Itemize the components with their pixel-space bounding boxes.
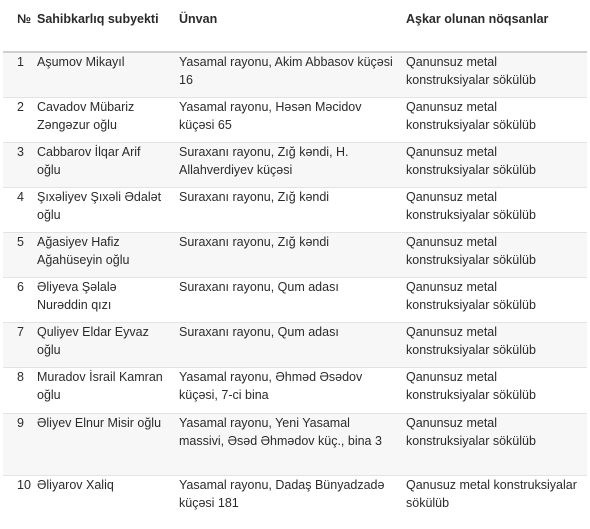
row-number — [3, 277, 31, 322]
row-address — [173, 232, 400, 277]
row-number — [3, 97, 31, 142]
row-subject-text: Muradov İsrail Kamran oğlu — [37, 369, 163, 402]
row-address — [173, 277, 400, 322]
table-row — [3, 322, 587, 367]
row-subject — [31, 97, 173, 142]
row-violation-text: Qanunsuz metal konstruksiyalar sökülüb — [406, 279, 536, 312]
row-violation-text: Qanunsuz metal konstruksiyalar sökülüb — [406, 234, 536, 267]
row-number — [3, 413, 31, 475]
row-subject — [31, 187, 173, 232]
row-violation — [400, 367, 587, 413]
table-body — [3, 52, 587, 520]
row-violation — [400, 322, 587, 367]
row-number — [3, 322, 31, 367]
row-violation-text: Qanunsuz metal konstruksiyalar sökülüb — [406, 324, 536, 357]
row-address-text: Suraxanı rayonu, Zığ kəndi — [179, 189, 330, 204]
row-subject — [31, 322, 173, 367]
header-subject: Sahibkarlıq subyekti — [31, 0, 173, 52]
row-subject — [31, 367, 173, 413]
header-violation: Aşkar olunan nöqsanlar — [400, 0, 587, 52]
table-row — [3, 413, 587, 475]
table-row — [3, 187, 587, 232]
row-violation — [400, 475, 587, 520]
row-violation-text: Qanunsuz metal konstruksiyalar sökülüb — [406, 99, 536, 132]
row-number-text: 1 — [17, 55, 24, 69]
row-violation-text: Qanunsuz metal konstruksiyalar sökülüb — [406, 415, 536, 448]
header-address: Ünvan — [173, 0, 400, 52]
row-violation — [400, 277, 587, 322]
row-number-text: 8 — [17, 369, 24, 384]
row-address-text: Suraxanı rayonu, Qum adası — [179, 279, 339, 294]
table-row — [3, 367, 587, 413]
row-subject — [31, 277, 173, 322]
row-number-text: 5 — [17, 234, 24, 249]
row-subject-text: Ağasiyev Hafiz Ağahüseyin oğlu — [37, 234, 130, 267]
row-violation-text: Qanusuz metal konstruksiyalar sökülüb — [406, 477, 577, 510]
row-subject-text: Əliyarov Xaliq — [37, 477, 114, 492]
row-violation-text: Qanunsuz metal konstruksiyalar sökülüb — [406, 144, 536, 177]
row-number-text: 6 — [17, 279, 24, 294]
row-violation — [400, 52, 587, 97]
row-subject-text: Aşumov Mikayıl — [37, 55, 125, 69]
row-address-text: Yasamal rayonu, Həsən Məcidov küçəsi 65 — [179, 99, 362, 132]
row-subject-text: Əliyev Elnur Misir oğlu — [37, 415, 162, 430]
row-address-text: Yasamal rayonu, Yeni Yasamal massivi, Əsəd Əhmədov küç., bina 3 — [179, 415, 382, 448]
row-violation — [400, 187, 587, 232]
row-address — [173, 187, 400, 232]
row-address — [173, 97, 400, 142]
row-number-text: 9 — [17, 415, 24, 430]
row-number — [3, 142, 31, 187]
row-violation-text: Qanunsuz metal konstruksiyalar sökülüb — [406, 189, 536, 222]
row-address-text: Yasamal rayonu, Dadaş Bünyadzadə küçəsi 181 — [179, 477, 385, 510]
row-subject — [31, 232, 173, 277]
inspection-table — [3, 0, 587, 520]
row-address-text: Suraxanı rayonu, Zığ kəndi — [179, 234, 330, 249]
row-address — [173, 475, 400, 520]
row-address — [173, 52, 400, 97]
row-number — [3, 52, 31, 97]
row-number-text: 3 — [17, 144, 24, 159]
row-number-text: 10 — [17, 477, 31, 492]
row-violation — [400, 142, 587, 187]
row-violation — [400, 97, 587, 142]
row-subject-text: Cavadov Mübariz Zəngəzur oğlu — [37, 99, 135, 132]
row-address-text: Suraxanı rayonu, Qum adası — [179, 324, 339, 339]
row-number — [3, 475, 31, 520]
table-row — [3, 142, 587, 187]
row-number — [3, 187, 31, 232]
row-address — [173, 142, 400, 187]
row-address-text: Suraxanı rayonu, Zığ kəndi, H. Allahverdiyev küçəsi — [179, 144, 349, 177]
row-violation-text: Qanunsuz metal konstruksiyalar sökülüb — [406, 369, 536, 402]
row-number-text: 7 — [17, 324, 24, 339]
row-number — [3, 367, 31, 413]
table-row — [3, 277, 587, 322]
table-header — [3, 0, 587, 52]
row-violation-text: Qanunsuz metal konstruksiyalar sökülüb — [406, 55, 536, 87]
row-number-text: 4 — [17, 189, 24, 204]
row-subject-text: Şıxəliyev Şıxəli Ədalət oğlu — [37, 189, 162, 222]
table-row — [3, 232, 587, 277]
row-violation — [400, 232, 587, 277]
row-violation — [400, 413, 587, 475]
row-subject-text: Cabbarov İlqar Arif oğlu — [37, 144, 141, 177]
row-address — [173, 367, 400, 413]
row-subject — [31, 475, 173, 520]
header-number: № — [3, 0, 31, 52]
row-subject — [31, 52, 173, 97]
row-subject-text: Quliyev Eldar Eyvaz oğlu — [37, 324, 149, 357]
row-address — [173, 322, 400, 367]
row-number-text: 2 — [17, 99, 24, 114]
row-subject-text: Əliyeva Şəlalə Nurəddin qızı — [37, 279, 117, 312]
row-address — [173, 413, 400, 475]
row-address-text: Yasamal rayonu, Akim Abbasov küçəsi 16 — [179, 55, 393, 87]
row-subject — [31, 142, 173, 187]
table-row — [3, 475, 587, 520]
row-number — [3, 232, 31, 277]
table-row — [3, 97, 587, 142]
row-address-text: Yasamal rayonu, Əhməd Əsədov küçəsi, 7-ci bina — [179, 369, 363, 402]
table-row — [3, 52, 587, 97]
row-subject — [31, 413, 173, 475]
